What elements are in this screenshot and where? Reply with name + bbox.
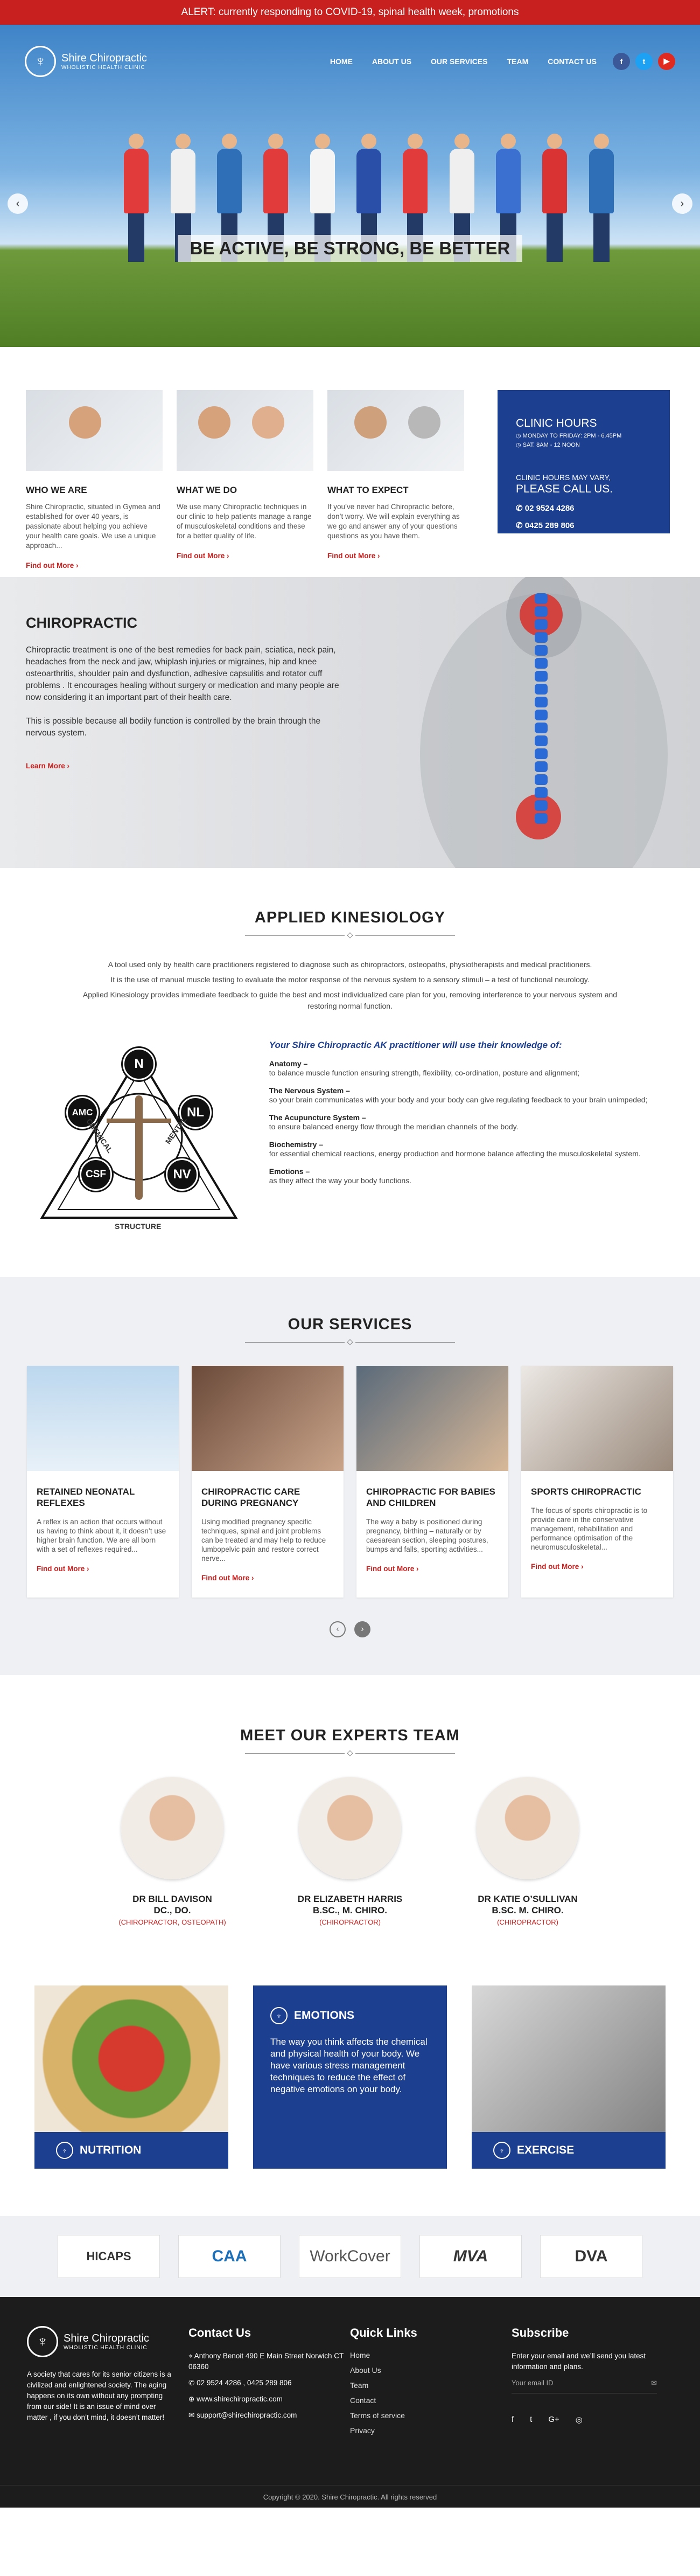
- find-out-more-link[interactable]: Find out More ›: [531, 1563, 584, 1571]
- facebook-icon[interactable]: f: [512, 2415, 514, 2424]
- instagram-icon[interactable]: ◎: [575, 2415, 583, 2425]
- team-member[interactable]: [468, 1777, 587, 1926]
- logo-figure-icon: ♆: [493, 2142, 510, 2159]
- footer-link-contact[interactable]: Contact: [350, 2396, 376, 2405]
- phone-2[interactable]: ✆ 0425 289 806: [516, 521, 575, 530]
- chiro-title: CHIROPRACTIC: [26, 615, 137, 631]
- label-chemical: CHEMICAL: [85, 1117, 115, 1155]
- hicaps-logo[interactable]: HICAPS: [58, 2235, 160, 2278]
- chiro-text-2: This is possible because all bodily function is controlled by the brain through the nervous system.: [26, 717, 321, 738]
- intro-card-what: [177, 390, 313, 577]
- footer-phones[interactable]: ✆ 02 9524 4286 , 0425 289 806: [188, 2379, 292, 2387]
- copyright: Copyright © 2020. Shire Chiropractic. All rights reserved: [0, 2485, 700, 2501]
- label-structure: STRUCTURE: [115, 1222, 162, 1231]
- exercise-tile[interactable]: [472, 1985, 666, 2169]
- ak-item-text: to ensure balanced energy flow through the meridian channels of the body.: [269, 1122, 519, 1131]
- hero-slider: [0, 25, 700, 347]
- intro-title: WHAT TO EXPECT: [327, 485, 409, 495]
- node-amc: AMC: [66, 1096, 99, 1129]
- partner-logos: [0, 2216, 700, 2297]
- footer-link-home[interactable]: Home: [350, 2351, 370, 2359]
- emotions-label: EMOTIONS: [294, 2009, 355, 2022]
- exercise-label: EXERCISE: [517, 2144, 575, 2156]
- caa-logo[interactable]: CAA: [178, 2235, 281, 2278]
- nutrition-tile[interactable]: [34, 1985, 228, 2169]
- intro-text: Shire Chiropractic, situated in Gymea and established for over 40 years, is passionate about helping you achieve your health care goals. We use a unique approach...: [26, 503, 160, 550]
- intro-title: WHO WE ARE: [26, 485, 87, 495]
- service-title: CHIROPRACTIC CARE DURING PREGNANCY: [201, 1487, 300, 1508]
- subscribe-form: [512, 2379, 657, 2393]
- service-card[interactable]: [192, 1366, 344, 1598]
- member-role: (CHIROPRACTOR, OSTEOPATH): [118, 1918, 226, 1926]
- footer-subscribe: [512, 2326, 673, 2441]
- footer-contact: [188, 2326, 350, 2441]
- ak-text-3: Applied Kinesiology provides immediate feedback to guide the best and most individualized care plan for you, removing interference to your nervous system and restoring normal function.: [82, 990, 618, 1010]
- footer-link-terms[interactable]: Terms of service: [350, 2411, 405, 2420]
- social-links: [613, 53, 675, 70]
- chiropractic-section: [0, 577, 700, 868]
- alert-text: ALERT: currently responding to COVID-19, spinal health week, promotions: [181, 6, 519, 18]
- brand-tagline: WHOLISTIC HEALTH CLINIC: [61, 64, 145, 71]
- title-divider: [26, 933, 674, 938]
- nav-services[interactable]: OUR SERVICES: [431, 57, 488, 66]
- ak-item-text: to balance muscle function ensuring strength, flexibility, co-ordination, posture and alignment;: [269, 1068, 580, 1077]
- ak-item-text: for essential chemical reactions, energy production and hormone balance affecting the musculoskeletal system.: [269, 1149, 641, 1158]
- chiro-text-1: Chiropractic treatment is one of the best remedies for back pain, sciatica, neck pain, headaches from the neck and jaw, whiplash injuries or migraines, hip and knee osteoarthritis, shoulder pain and dysfunction, adhesive capsulitis and rotator cuff problems . It encourages healing without surgery or medication and many people are now considering it an important part of their health care.: [26, 645, 339, 702]
- logo[interactable]: [25, 46, 147, 77]
- member-name: DR KATIE O’SULLIVAN B.SC. M. CHIRO.: [478, 1894, 578, 1915]
- intro-card-expect: [327, 390, 464, 577]
- logo-figure-icon: ♆: [25, 46, 56, 77]
- service-title: RETAINED NEONATAL REFLEXES: [37, 1487, 135, 1508]
- service-card[interactable]: [27, 1366, 179, 1598]
- main-menu: [330, 57, 597, 66]
- service-card[interactable]: [356, 1366, 508, 1598]
- ak-item-title: The Nervous System –: [269, 1086, 350, 1095]
- carousel-next-icon[interactable]: ›: [354, 1621, 370, 1637]
- service-text: The way a baby is positioned during pregnancy, birthing – naturally or by caesarean section, sleeping postures, bumps and falls, sporting activities...: [366, 1518, 488, 1553]
- intro-section: [0, 347, 700, 577]
- service-card[interactable]: [521, 1366, 673, 1598]
- footer: [0, 2297, 700, 2508]
- node-n: N: [123, 1048, 155, 1080]
- nav-home[interactable]: HOME: [330, 57, 353, 66]
- promo-tiles: [0, 1985, 700, 2216]
- ak-knowledge-list: [269, 1040, 674, 1245]
- triad-of-health-diagram: [26, 1040, 250, 1245]
- member-name: DR ELIZABETH HARRIS B.SC., M. CHIRO.: [297, 1894, 403, 1915]
- subscribe-text: Enter your email and we’ll send you latest information and plans.: [512, 2352, 646, 2371]
- contact-title: Contact Us: [188, 2326, 251, 2339]
- emotions-tile[interactable]: [253, 1985, 447, 2169]
- nutrition-label: NUTRITION: [80, 2144, 142, 2156]
- find-out-more-link[interactable]: Find out More ›: [177, 552, 229, 560]
- avatar: [477, 1777, 579, 1879]
- nav-about[interactable]: ABOUT US: [372, 57, 412, 66]
- avatar: [299, 1777, 401, 1879]
- slider-prev-icon[interactable]: ‹: [8, 193, 28, 214]
- node-nl: NL: [179, 1096, 212, 1129]
- hours-call: PLEASE CALL US.: [516, 483, 613, 495]
- applied-kinesiology-section: [0, 868, 700, 1277]
- team-section: [0, 1675, 700, 1985]
- service-text: A reflex is an action that occurs without us having to think about it, it doesn’t use higher brain function. We are all born with a set of reflexes required...: [37, 1518, 166, 1553]
- title-divider: [22, 1340, 678, 1344]
- find-out-more-link[interactable]: Find out More ›: [327, 552, 380, 560]
- phone-1[interactable]: ✆ 02 9524 4286: [516, 504, 575, 513]
- service-text: The focus of sports chiropractic is to provide care in the conservative management, rehabilitation and performance optimisation of the neuromusculoskeletal...: [531, 1506, 648, 1551]
- service-image: [27, 1366, 179, 1471]
- footer-about: [27, 2326, 188, 2441]
- ak-item-title: Emotions –: [269, 1167, 310, 1176]
- alert-banner[interactable]: [0, 0, 700, 25]
- intro-card-who: [26, 390, 163, 577]
- ak-title: APPLIED KINESIOLOGY: [254, 909, 446, 926]
- service-text: Using modified pregnancy specific techniques, spinal and joint problems can be treated and may help to reduce lumbopelvic pain and restore correct nerve...: [201, 1518, 326, 1563]
- mva-logo[interactable]: MVA: [419, 2235, 522, 2278]
- node-csf: CSF: [80, 1158, 112, 1191]
- node-nv: NV: [166, 1158, 198, 1191]
- learn-more-link[interactable]: Learn More ›: [26, 762, 70, 770]
- slider-next-icon[interactable]: ›: [672, 193, 692, 214]
- services-title: OUR SERVICES: [288, 1316, 412, 1333]
- avatar: [121, 1777, 223, 1879]
- label-mental: MENTAL: [163, 1115, 188, 1146]
- twitter-icon[interactable]: t: [530, 2415, 533, 2424]
- find-out-more-link[interactable]: Find out More ›: [366, 1565, 419, 1573]
- hours-note: CLINIC HOURS MAY VARY,: [516, 473, 611, 482]
- ak-text-1: A tool used only by health care practitioners registered to diagnose such as chiropractors, osteopaths, physiotherapists and medical practitioners.: [108, 960, 592, 969]
- intro-title: WHAT WE DO: [177, 485, 237, 495]
- service-title: CHIROPRACTIC FOR BABIES AND CHILDREN: [366, 1487, 495, 1508]
- service-image: [192, 1366, 344, 1471]
- team-title: MEET OUR EXPERTS TEAM: [240, 1727, 460, 1744]
- footer-about-text: A society that cares for its senior citizens is a civilized and enlightened society. The aging happens on its own without any prompting from our side! It is an issue of mind over matter , if you don’t mind, it doesn’t matter!: [27, 2370, 171, 2421]
- googleplus-icon[interactable]: G+: [548, 2415, 559, 2424]
- services-section: [0, 1277, 700, 1675]
- logo-figure-icon: ♆: [27, 2326, 58, 2357]
- member-role: (CHIROPRACTOR): [497, 1918, 558, 1926]
- links-title: Quick Links: [350, 2326, 417, 2339]
- workcover-logo[interactable]: WorkCover: [299, 2235, 401, 2278]
- member-name: DR BILL DAVISON DC., DO.: [132, 1894, 212, 1915]
- find-out-more-link[interactable]: Find out More ›: [201, 1574, 254, 1582]
- footer-web[interactable]: ⊕ www.shirechiropractic.com: [188, 2395, 283, 2403]
- youtube-icon[interactable]: ▶: [658, 53, 675, 70]
- emotions-text: The way you think affects the chemical and physical health of your body. We have various stress management techniques to reduce the effect of negative emotions on your body.: [270, 2037, 428, 2094]
- service-title: SPORTS CHIROPRACTIC: [531, 1487, 641, 1497]
- footer-logo[interactable]: ♆ Shire Chiropractic WHOLISTIC HEALTH CLINIC: [27, 2326, 188, 2357]
- footer-link-about[interactable]: About Us: [350, 2366, 381, 2374]
- title-divider: [0, 1751, 700, 1755]
- email-input[interactable]: Your email ID: [512, 2379, 554, 2387]
- nav-team[interactable]: TEAM: [507, 57, 529, 66]
- service-image: [521, 1366, 673, 1471]
- logo-figure-icon: ♆: [270, 2007, 288, 2024]
- logo-figure-icon: ♆: [56, 2142, 73, 2159]
- ak-text-2: It is the use of manual muscle testing to evaluate the motor response of the nervous system to a sensory stimuli – a test of functional neurology.: [110, 975, 590, 984]
- footer-link-privacy[interactable]: Privacy: [350, 2426, 375, 2435]
- intro-text: If you’ve never had Chiropractic before, don’t worry. We will explain everything as we go and answer any of your questions questions as you have them.: [327, 503, 460, 540]
- member-role: (CHIROPRACTOR): [319, 1918, 381, 1926]
- footer-social: [512, 2415, 673, 2425]
- hours-saturday: ◷ SAT. 8AM - 12 NOON: [516, 442, 580, 448]
- carousel-prev-icon[interactable]: ‹: [330, 1621, 346, 1637]
- footer-email[interactable]: ✉ support@shirechiropractic.com: [188, 2411, 297, 2419]
- find-out-more-link[interactable]: Find out More ›: [37, 1565, 89, 1573]
- ak-item-title: Biochemistry –: [269, 1140, 324, 1149]
- subscribe-title: Subscribe: [512, 2326, 569, 2339]
- twitter-icon[interactable]: t: [635, 53, 653, 70]
- ak-item-title: The Acupuncture System –: [269, 1113, 366, 1122]
- intro-image: [327, 390, 464, 471]
- ak-item-title: Anatomy –: [269, 1059, 308, 1068]
- team-member[interactable]: [113, 1777, 232, 1926]
- spine-illustration: [388, 577, 700, 868]
- brand-name: Shire Chiropractic: [61, 52, 147, 64]
- dva-logo[interactable]: DVA: [540, 2235, 642, 2278]
- footer-links: [350, 2326, 512, 2441]
- ak-lead: Your Shire Chiropractic AK practitioner will use their knowledge of:: [269, 1040, 562, 1050]
- footer-link-team[interactable]: Team: [350, 2381, 369, 2390]
- service-image: [356, 1366, 508, 1471]
- hours-weekday: ◷ MONDAY TO FRIDAY: 2PM - 6.45PM: [516, 433, 622, 439]
- hours-title: CLINIC HOURS: [516, 417, 597, 429]
- intro-image: [177, 390, 313, 471]
- ak-item-text: so your brain communicates with your body and your body can give regulating feedback to your brain unimpeded;: [269, 1095, 648, 1104]
- intro-image: [26, 390, 163, 471]
- footer-address: ⌖ Anthony Benoit 490 E Main Street Norwich CT 06360: [188, 2352, 344, 2371]
- top-nav: [0, 25, 700, 98]
- hero-caption: BE ACTIVE, BE STRONG, BE BETTER: [178, 235, 522, 262]
- find-out-more-link[interactable]: Find out More ›: [26, 561, 79, 570]
- team-member[interactable]: [291, 1777, 409, 1926]
- send-icon[interactable]: ✉: [651, 2379, 657, 2387]
- facebook-icon[interactable]: f: [613, 53, 630, 70]
- ak-item-text: as they affect the way your body functions.: [269, 1176, 412, 1185]
- clinic-hours-box: [498, 390, 670, 533]
- intro-text: We use many Chiropractic techniques in our clinic to help patients manage a range of musculoskeletal conditions and these for a better quality of life.: [177, 503, 312, 540]
- nav-contact[interactable]: CONTACT US: [548, 57, 597, 66]
